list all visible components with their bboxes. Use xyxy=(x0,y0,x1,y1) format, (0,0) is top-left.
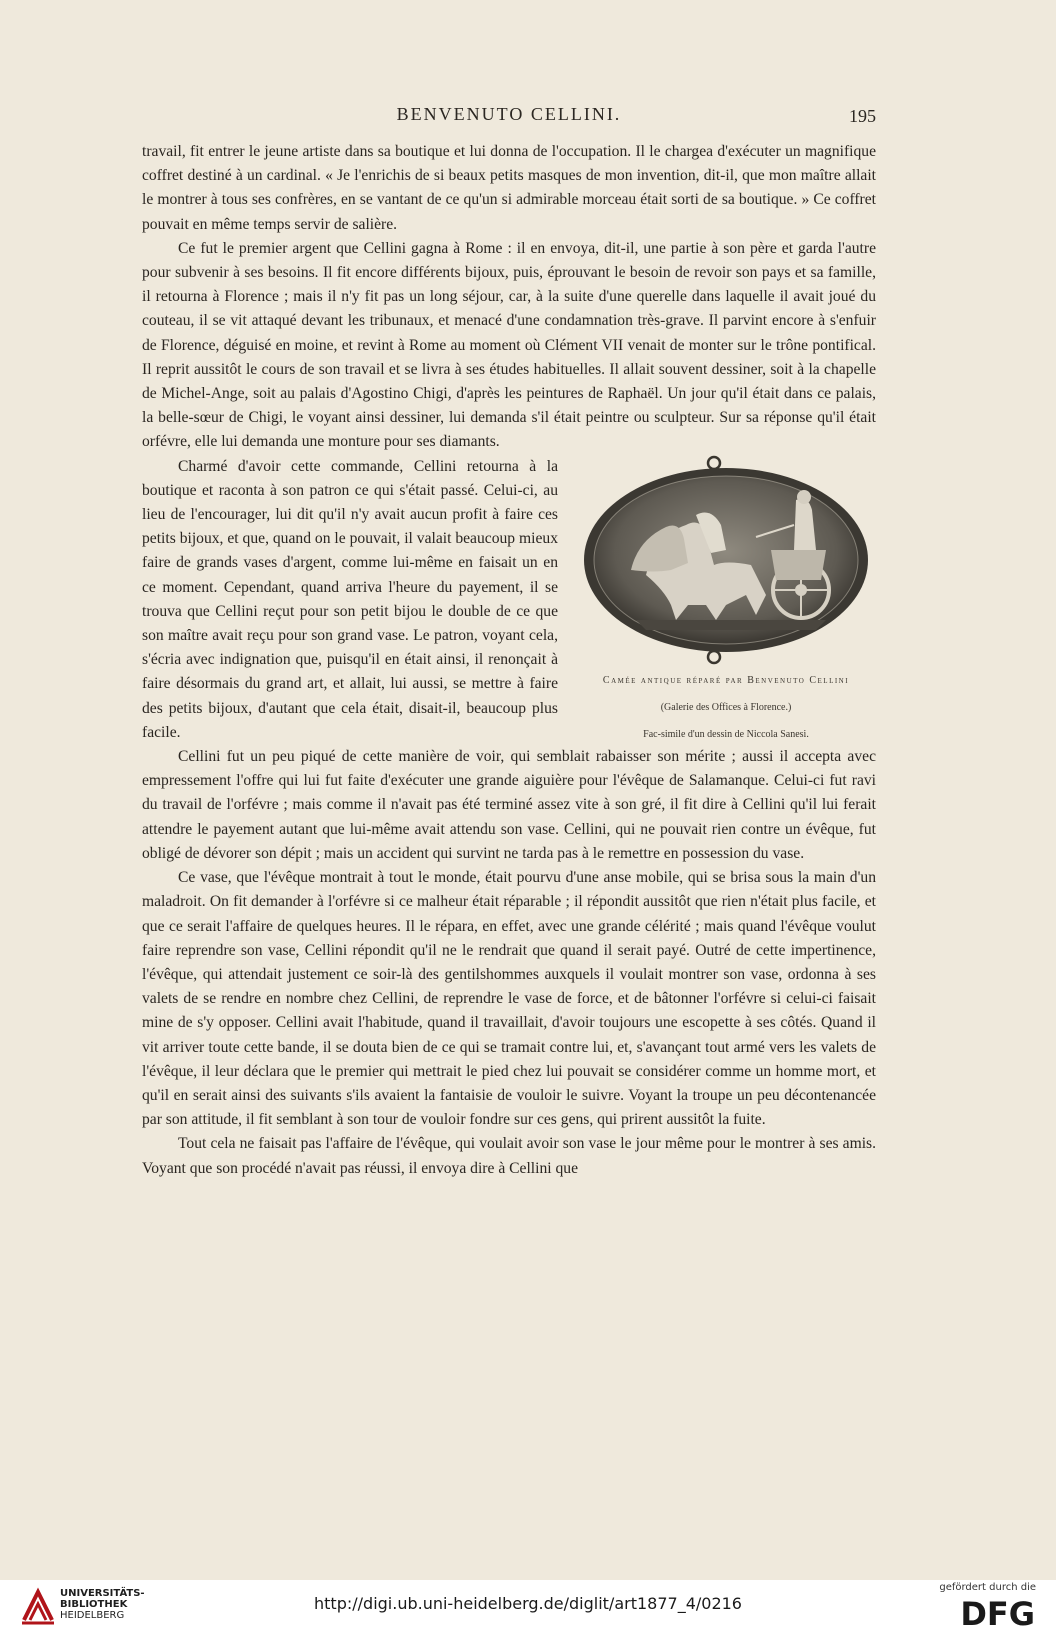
funder-block[interactable] xyxy=(939,1582,1036,1629)
library-name-line: UNIVERSITÄTS- xyxy=(60,1588,145,1599)
library-name-line: BIBLIOTHEK xyxy=(60,1599,128,1610)
funder-label: gefördert durch die xyxy=(939,1582,1036,1593)
caption-location: (Galerie des Offices à Florence.) xyxy=(660,701,792,713)
paragraph: Cellini fut un peu piqué de cette manière de voir, qui semblait rabaisser son mérite ; aussi il accepta avec empressement l'offre qui lui fut faite d'exécuter une grande aiguière pour l'évêque de Salamanque. Celui-ci fut ravi du travail de l'orfévre ; mais comme il n'avait pas été terminé assez vite à son gré, il fit dire à Cellini qu'il lui ferait attendre le payement autant que lui-même avait attendu son vase. Cellini, qui ne pouvait rien contre un évêque, fut obligé de dévorer son dépit ; mais un accident qui survint ne tarda pas à le remettre en possession du vase. xyxy=(142,748,876,862)
cameo-figure xyxy=(576,455,876,741)
running-title: BENVENUTO CELLINI. xyxy=(396,104,622,124)
body-text xyxy=(142,140,876,1181)
digitization-footer xyxy=(0,1580,1056,1631)
caption-credit: Fac-simile d'un dessin de Niccola Sanesi. xyxy=(643,729,809,741)
cameo-chariot-engraving-icon xyxy=(576,455,876,665)
paragraph: Charmé d'avoir cette commande, Cellini retourna à la boutique et raconta à son patron ce qui s'était passé. Celui-ci, au lieu de l'encourager, lui dit qu'il n'y avait aucun profit à faire ces petits bijoux, et que, quand on le pouvait, il valait beaucoup mieux faire de grands vases d'argent, comme lui-même en faisait un en ce moment. Cependant, quand arriva l'heure du payement, il se trouva que Cellini reçut pour son petit bijou le double de ce que son maître avait reçu pour son grand vase. Le patron, voyant cela, s'écria avec indignation que, puisqu'il en était ainsi, il renonçait à faire désormais du grand art, et allait, lui aussi, se mettre à faire des petits bijoux, d'autant que cela était, disait-il, beaucoup plus facile. xyxy=(142,457,558,741)
paragraph: Tout cela ne faisait pas l'affaire de l'évêque, qui voulait avoir son vase le jour même pour le montrer à ses amis. Voyant que son procédé n'avait pas réussi, il envoya dire à Cellini que xyxy=(142,1135,876,1177)
caption-title: Camée antique réparé par Benvenuto Cellini xyxy=(602,674,850,686)
dfg-logo-icon xyxy=(939,1597,1035,1629)
library-name-line: HEIDELBERG xyxy=(60,1610,125,1621)
figure-caption xyxy=(566,669,886,748)
dfg-logo-text: DFG xyxy=(960,1597,1036,1629)
paragraph: Ce vase, que l'évêque montrait à tout le monde, était pourvu d'une anse mobile, qui se brisa sous la main d'un maladroit. On fit demander à l'orfévre si ce malheur était réparable ; il répondit aussitôt que rien n'était plus facile, et que ce serait l'affaire de quelques heures. Il le répara, en effet, avec une grande célérité ; mais quand l'évêque voulut faire reprendre son vase, Cellini répondit qu'il ne le rendrait que quand il serait payé. Outré de cette impertinence, l'évêque, qui attendait justement ce soir-là des gentilshommes auxquels il voulait montrer son vase, ordonna à ses valets de se rendre en nombre chez Cellini, de reprendre le vase de force, et de bâtonner l'orfévre si celui-ci faisait mine de s'y opposer. Cellini avait l'habitude, quand il travaillait, d'avoir toujours une escopette à ses côtés. Quand il vit arriver toute cette bande, il se douta bien de ce qui se tramait contre lui, et, s'avançant tout armé vers les valets de l'évêque, il leur déclara que le premier qui mettrait le pied chez lui pouvait se considérer comme un homme mort, et qu'il en serait ainsi des suivants s'ils avaient la fantaisie de vouloir le suivre. Voyant la troupe un peu décontenancée par son attitude, il fit semblant à son tour de vouloir fondre sur ces gens, qui prirent aussitôt la fuite. xyxy=(142,869,876,1129)
page-number: 195 xyxy=(849,106,876,126)
paragraph: travail, fit entrer le jeune artiste dans sa boutique et lui donna de l'occupation. Il le chargea d'exécuter un magnifique coffret destiné à un cardinal. « Je l'enrichis de si beaux petits masques de mon invention, dit-il, que mon maître allait le montrer à tous ses confrères, en se vantant de ce qu'un si admirable morceau était sorti de sa boutique. » Ce coffret pouvait en même temps servir de salière. xyxy=(142,143,876,233)
permalink-url[interactable]: http://digi.ub.uni-heidelberg.de/diglit/art1877_4/0216 xyxy=(314,1594,742,1613)
cameo-illustration xyxy=(576,455,876,665)
page-header xyxy=(142,104,876,134)
paragraph xyxy=(142,237,876,455)
paragraph-text: Ce fut le premier argent que Cellini gagna à Rome : il en envoya, dit-il, une partie à son père et garda l'autre pour subvenir à ses besoins. Il fit encore différents bijoux, puis, éprouvant le besoin de revoir son pays et sa famille, il retourna à Florence ; mais il n'y fit pas un long séjour, car, à la suite d'une querelle dans laquelle il avait joué du couteau, il se vit attaqué devant les tribunaux, et menacé d'une condamnation très-grave. Il parvint encore à s'enfuir de Florence, déguisé en moine, et revint à Rome au moment où Clément VII venait de monter sur le trône pontifical. Il reprit aussitôt le cours de son travail et se livra à ses études habituelles. Il allait souvent dessiner, soit à la chapelle de Michel-Ange, soit au palais d'Agostino Chigi, d'après les peintures de Raphaël. Un jour qu'il était dans ce palais, la belle-sœur de Chigi, le voyant ainsi dessiner, lui demanda s'il était peintre ou sculpteur. Sur sa réponse qu'il était orfévre, elle lui demanda une monture pour ses diamants. xyxy=(142,239,876,451)
